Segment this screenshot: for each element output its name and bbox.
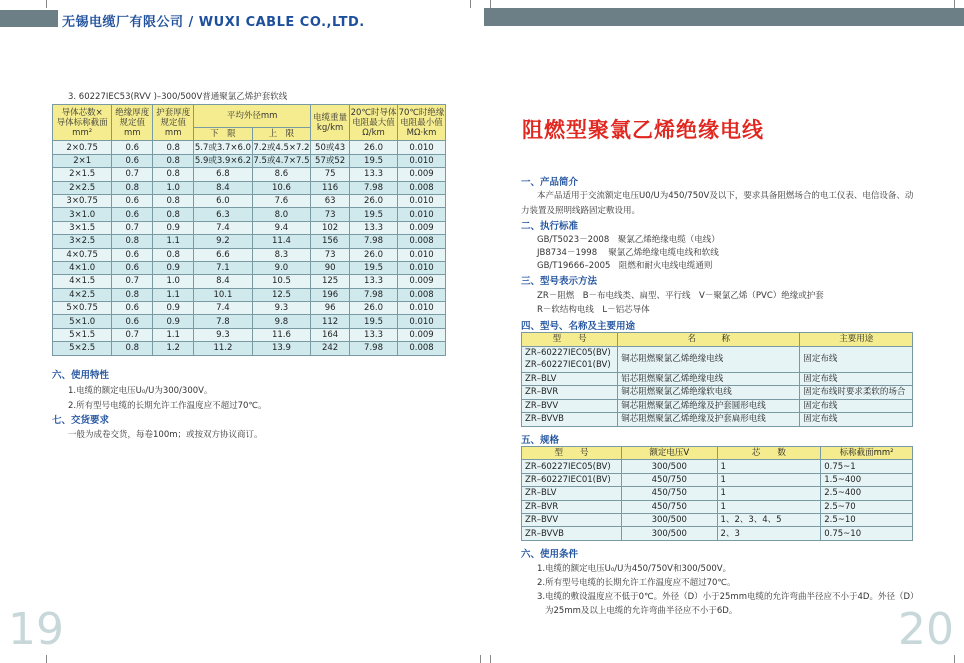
table-cell: 164 (311, 328, 350, 341)
crop-mark (490, 0, 491, 8)
table-cell: 3×0.75 (53, 194, 112, 207)
sec6-title: 六、使用特性 (52, 370, 110, 381)
t2-header-use: 主要用途 (800, 333, 913, 347)
table-cell: ZR–BVV (522, 513, 622, 526)
header-conductor: 导体芯数× 导体标称截面 mm² (53, 105, 112, 141)
s4-title: 四、型号、名称及主要用途 (521, 321, 636, 332)
table-cell: 2×1 (53, 154, 112, 167)
page-title: 阻燃型聚氯乙烯绝缘电线 (522, 118, 764, 142)
table-cell: 9.3 (252, 302, 311, 315)
s6-line1: 1.电缆的额定电压U₀/U为450/750V和300/500V。 (537, 564, 732, 574)
table-cell: 2、3 (717, 527, 821, 540)
table-cell: 75 (311, 168, 350, 181)
table-cell: 9.0 (252, 261, 311, 274)
table-cell: 12.5 (252, 288, 311, 301)
table-cell: 6.0 (194, 194, 253, 207)
table-cell: 5.9或3.9×6.2 (194, 155, 252, 166)
table-cell: 0.010 (398, 261, 446, 274)
table-cell: 0.8 (112, 342, 153, 355)
table-cell: 5×2.5 (53, 342, 112, 355)
table-cell: 6.6 (194, 248, 253, 261)
table-cell: 0.010 (398, 154, 446, 167)
table-cell: 1.0 (153, 275, 194, 288)
table-cell: ZR–BVR (522, 386, 618, 400)
table-cell: 铝芯阻燃聚氯乙烯绝缘电线 (618, 372, 800, 386)
table-cell: 1 (717, 487, 821, 500)
table-cell: 0.8 (153, 248, 194, 261)
table-cell: 0.7 (112, 221, 153, 234)
table-cell: 8.3 (252, 248, 311, 261)
table-cell: 6.3 (194, 208, 253, 221)
header-resist70: 70℃时绝缘 电阻最小值 MΩ·km (398, 105, 446, 141)
table-row (53, 328, 446, 341)
table-cell: 0.6 (112, 302, 153, 315)
sec7-line1: 一般为成卷交货，每卷100m；或按双方协议商订。 (68, 430, 263, 440)
table-cell: 13.3 (350, 275, 398, 288)
table-cell: 125 (311, 275, 350, 288)
table-row (53, 342, 446, 355)
table-row (53, 194, 446, 207)
table-cell: 铜芯阻燃聚氯乙烯绝缘及护套扁形电线 (618, 413, 800, 427)
table-cell: 19.5 (350, 261, 398, 274)
table-cell: 10.6 (252, 181, 311, 194)
table-cell: 63 (311, 194, 350, 207)
company-title: 无锡电缆厂有限公司 / WUXI CABLE CO.,LTD. (62, 15, 365, 30)
table-cell: 7.1 (194, 261, 253, 274)
table-cell: 8.4 (194, 181, 253, 194)
table-cell: 0.008 (398, 288, 446, 301)
s6-line4: 为25mm及以上电缆的允许弯曲半径应不小于6D。 (545, 606, 738, 616)
table-cell: 0.010 (398, 248, 446, 261)
table-cell: ZR–BVVB (522, 413, 618, 427)
table-cell: ZR–BLV (522, 487, 622, 500)
s6-line2: 2.所有型号电缆的长期允许工作温度应不超过70℃。 (537, 578, 736, 588)
table-row (53, 141, 446, 154)
table-cell: 73 (311, 248, 350, 261)
table-cell: ZR–BVR (522, 500, 622, 513)
table-cell: 7.98 (350, 181, 398, 194)
table-row (53, 261, 446, 274)
table-cell: 8.6 (252, 168, 311, 181)
table-cell: 固定布线 (800, 413, 913, 427)
crop-mark (490, 655, 491, 663)
table-cell: 0.9 (153, 315, 194, 328)
rvv-spec-table (52, 104, 446, 356)
table-cell: 7.98 (350, 288, 398, 301)
table-cell: 7.98 (350, 342, 398, 355)
table-cell: 0.8 (153, 154, 194, 167)
table-cell: 0.008 (398, 235, 446, 248)
table-cell: 0.6 (112, 208, 153, 221)
rvv-table-body (53, 141, 446, 355)
table-cell: 0.6 (112, 154, 153, 167)
table-row (53, 275, 446, 288)
table-cell: 300/500 (621, 460, 717, 473)
table-cell: 0.6 (112, 315, 153, 328)
table-row (53, 302, 446, 315)
table-cell: 7.98 (350, 235, 398, 248)
table-row (53, 154, 446, 167)
table-row (53, 315, 446, 328)
s2-line2: JB8734－1998 聚氯乙烯绝缘电缆电线和软线 (537, 248, 719, 258)
table-cell: 73 (311, 208, 350, 221)
model-use-table (521, 332, 913, 427)
table-cell: 10.1 (194, 288, 253, 301)
header-stub (0, 10, 58, 27)
table-cell: 1 (717, 473, 821, 486)
s3-line1: ZR－阻燃 B－布电线类、扁型、平行线 V－聚氯乙烯（PVC）绝缘或护套 (537, 291, 824, 301)
table-cell: 0.8 (153, 141, 194, 154)
table-row (53, 248, 446, 261)
table-row (522, 527, 913, 540)
table-cell: 1 (717, 460, 821, 473)
table-row (53, 168, 446, 181)
crop-mark (480, 655, 481, 663)
crop-mark (46, 0, 47, 8)
table-cell: 2.5~10 (821, 513, 913, 526)
table-cell: 450/750 (621, 487, 717, 500)
table-cell: ZR–BLV (522, 372, 618, 386)
table-cell: 96 (311, 302, 350, 315)
table-cell: 5×1.5 (53, 328, 112, 341)
s6-title: 六、使用条件 (521, 549, 579, 560)
table-cell: ZR–60227IEC05(BV) ZR–60227IEC01(BV) (522, 346, 618, 372)
crop-mark (46, 655, 47, 663)
table-cell: 0.7 (112, 328, 153, 341)
table-cell: 8.4 (194, 275, 253, 288)
table-cell: 1.0 (153, 181, 194, 194)
crop-mark (954, 655, 955, 663)
s2-line3: GB/T19666–2005 阻燃和耐火电线电缆通则 (537, 261, 713, 271)
header-avg-od: 平均外径mm (194, 105, 311, 128)
table-cell: 156 (311, 235, 350, 248)
table-cell: 铜芯阻燃聚氯乙烯绝缘及护套圆形电线 (618, 399, 800, 413)
table-cell: 26.0 (350, 194, 398, 207)
table-cell: 10.5 (252, 275, 311, 288)
table-cell: 9.3 (194, 328, 253, 341)
table-cell: 2×0.75 (53, 141, 112, 154)
header-resist20: 20℃时导体 电阻最大值 Ω/km (350, 105, 398, 141)
t3-header-cores: 芯 数 (717, 447, 821, 460)
table-cell: 50或43 (311, 141, 350, 154)
table-cell: 4×1.5 (53, 275, 112, 288)
t2-header-name: 名 称 (618, 333, 800, 347)
table-cell: 450/750 (621, 500, 717, 513)
table-cell: 9.8 (252, 315, 311, 328)
table-cell: 0.8 (153, 168, 194, 181)
table-cell: 0.8 (112, 181, 153, 194)
s6-line3: 3.电缆的敷设温度应不低于0℃。外径（D）小于25mm电缆的允许弯曲半径应不小于4D。外径（D） (537, 592, 919, 602)
table-cell: 8.0 (252, 208, 311, 221)
table-cell: 0.75~1 (821, 460, 913, 473)
table-cell: 9.2 (194, 235, 253, 248)
crop-mark (954, 0, 955, 8)
t3-header-section: 标称截面mm² (821, 447, 913, 460)
crop-mark (470, 0, 471, 8)
table-row (53, 181, 446, 194)
table-cell: 0.8 (153, 208, 194, 221)
header-insulation: 绝缘厚度 规定值 mm (112, 105, 153, 141)
spec-table-body (522, 460, 913, 540)
table-cell: 4×0.75 (53, 248, 112, 261)
table-cell: 26.0 (350, 248, 398, 261)
header-weight: 电缆重量 kg/km (311, 105, 350, 141)
table-cell: 26.0 (350, 302, 398, 315)
table-row (522, 487, 913, 500)
table-cell: 铜芯阻燃聚氯乙烯绝缘电线 (618, 346, 800, 372)
table-cell: 19.5 (350, 154, 398, 167)
table-cell: 1.5~400 (821, 473, 913, 486)
table-cell: 7.6 (252, 194, 311, 207)
table-cell: 0.9 (153, 302, 194, 315)
table-cell: 7.4 (194, 302, 253, 315)
table-caption: 3. 60227IEC53(RVV )–300/500V普通聚氯乙烯护套软线 (68, 92, 288, 102)
table-cell: 112 (311, 315, 350, 328)
right-header-bar (484, 8, 964, 26)
page-number-right: 20 (898, 604, 954, 655)
table-cell: 11.2 (194, 342, 253, 355)
table-cell: 0.010 (398, 141, 446, 154)
table-cell: 5×0.75 (53, 302, 112, 315)
t3-header-model: 型 号 (522, 447, 622, 460)
s3-title: 三、型号表示方法 (521, 276, 598, 287)
table-cell: 0.010 (398, 194, 446, 207)
table-cell: 0.009 (398, 221, 446, 234)
table-row (53, 208, 446, 221)
table-cell: 1.2 (153, 342, 194, 355)
table-cell: 固定布线 (800, 372, 913, 386)
table-cell: 0.6 (112, 261, 153, 274)
table-cell: 13.3 (350, 328, 398, 341)
table-cell: 6.8 (194, 168, 253, 181)
table-cell: 26.0 (350, 141, 398, 154)
table-cell: 0.6 (112, 141, 153, 154)
s2-line1: GB/T5023－2008 聚氯乙烯绝缘电缆（电线） (537, 235, 720, 245)
table-cell: 0.008 (398, 342, 446, 355)
table-cell: 0.010 (398, 315, 446, 328)
s1-title: 一、产品简介 (521, 177, 579, 188)
table-row (53, 235, 446, 248)
table-cell: 1.1 (153, 235, 194, 248)
table-cell: 1 (717, 500, 821, 513)
table-cell: 0.8 (112, 288, 153, 301)
table-cell: 13.9 (252, 342, 311, 355)
table-row (522, 473, 913, 486)
table-cell: 11.6 (252, 328, 311, 341)
table-cell: 0.6 (112, 248, 153, 261)
table-cell: 2.5~70 (821, 500, 913, 513)
table-cell: 4×1.0 (53, 261, 112, 274)
table-cell: 1.1 (153, 328, 194, 341)
table-cell: 0.009 (398, 168, 446, 181)
table-cell: 0.75~10 (821, 527, 913, 540)
table-row (522, 500, 913, 513)
table-cell: 固定布线 (800, 399, 913, 413)
table-cell: 4×2.5 (53, 288, 112, 301)
table-cell: 0.7 (112, 275, 153, 288)
table-cell: 固定布线 (800, 346, 913, 372)
table-cell: 1、2、3、4、5 (717, 513, 821, 526)
header-upper: 上 限 (252, 128, 311, 141)
table-cell: 0.009 (398, 275, 446, 288)
table-cell: 0.8 (153, 194, 194, 207)
sec6-line2: 2.所有型号电缆的长期允许工作温度应不超过70℃。 (68, 401, 267, 411)
table-cell: 0.9 (153, 221, 194, 234)
table-row (53, 288, 446, 301)
table-cell: 5×1.0 (53, 315, 112, 328)
table-cell: 11.4 (252, 235, 311, 248)
table-cell: 300/500 (621, 527, 717, 540)
table-cell: 3×1.0 (53, 208, 112, 221)
table-row (522, 513, 913, 526)
table-cell: 0.008 (398, 181, 446, 194)
table-cell: 3×2.5 (53, 235, 112, 248)
table-cell: 2.5~400 (821, 487, 913, 500)
table-cell: 9.4 (252, 221, 311, 234)
table-cell: 7.8 (194, 315, 253, 328)
page-number-left: 19 (8, 604, 64, 655)
table-cell: ZR–BVV (522, 399, 618, 413)
header-lower: 下 限 (194, 128, 253, 141)
sec6-line1: 1.电缆的额定电压U₀/U为300/300V。 (68, 386, 213, 396)
table-cell: 0.010 (398, 302, 446, 315)
table-cell: 242 (311, 342, 350, 355)
table-cell: ZR–60227IEC01(BV) (522, 473, 622, 486)
t3-header-voltage: 额定电压V (621, 447, 717, 460)
s1-line1: 本产品适用于交流额定电压U0/U为450/750V及以下，要求具备阻燃场合的电工仪表、电信设备、动 (537, 191, 914, 201)
header-sheath: 护套厚度 规定值 mm (153, 105, 194, 141)
table-cell: 450/750 (621, 473, 717, 486)
spec-table (521, 446, 913, 541)
table-cell: 0.8 (112, 235, 153, 248)
table-cell: 2×2.5 (53, 181, 112, 194)
t2-header-model: 型 号 (522, 333, 618, 347)
table-cell: 2×1.5 (53, 168, 112, 181)
table-cell: 19.5 (350, 315, 398, 328)
table-row (53, 221, 446, 234)
s5-title: 五、规格 (521, 435, 560, 446)
table-cell: 13.3 (350, 168, 398, 181)
table-cell: 0.9 (153, 261, 194, 274)
table-cell: 固定布线时要求柔软的场合 (800, 386, 913, 400)
table-cell: 1.1 (153, 288, 194, 301)
table-cell: 0.7 (112, 168, 153, 181)
table-cell: 13.3 (350, 221, 398, 234)
table-cell: 57或52 (311, 154, 350, 167)
table-cell: 3×1.5 (53, 221, 112, 234)
table-row (522, 460, 913, 473)
table-cell: 196 (311, 288, 350, 301)
sec7-title: 七、交货要求 (52, 415, 110, 426)
s1-line2: 力装置及照明线路固定敷设用。 (521, 206, 641, 216)
s3-line2: R－软结构电线 L－铝芯导体 (537, 305, 650, 315)
table-cell: 7.5或4.7×7.5 (253, 155, 310, 166)
table-cell: 7.2或4.5×7.2 (253, 142, 310, 153)
table-cell: 铜芯阻燃聚氯乙烯绝缘软电线 (618, 386, 800, 400)
table-cell: 7.4 (194, 221, 253, 234)
table-cell: 0.010 (398, 208, 446, 221)
table-cell: 19.5 (350, 208, 398, 221)
s2-title: 二、执行标准 (521, 221, 579, 232)
table-cell: 0.6 (112, 194, 153, 207)
table-cell: 300/500 (621, 513, 717, 526)
table-cell: ZR–BVVB (522, 527, 622, 540)
table-cell: 116 (311, 181, 350, 194)
left-header-bar (0, 10, 478, 30)
table-cell: 90 (311, 261, 350, 274)
table-cell: 102 (311, 221, 350, 234)
table-cell: 5.7或3.7×6.0 (194, 142, 252, 153)
table-cell: 0.009 (398, 328, 446, 341)
table-cell: ZR–60227IEC05(BV) (522, 460, 622, 473)
